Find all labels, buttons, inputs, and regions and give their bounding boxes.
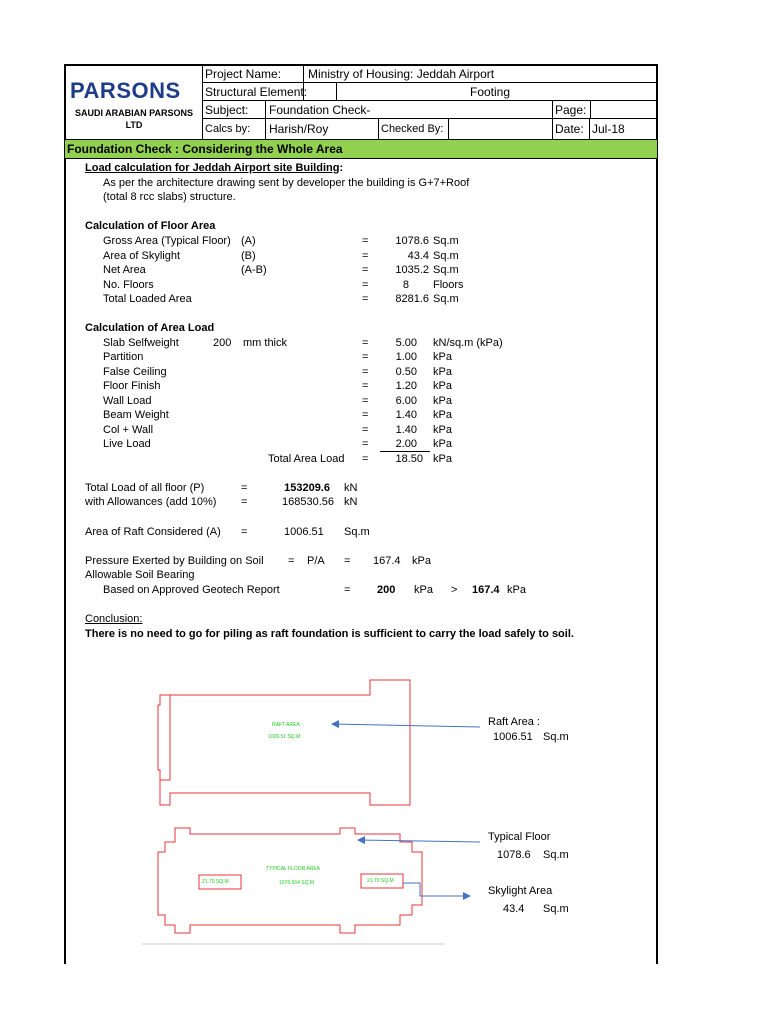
calcs-by-value: Harish/Roy [269, 122, 329, 136]
skylight-callout-unit: Sq.m [543, 903, 569, 915]
calcs-by-label: Calcs by: [205, 123, 251, 135]
floor-row-value: 43.4 [407, 250, 429, 262]
pressure-formula: P/A [307, 555, 325, 567]
load-row-unit: kPa [433, 438, 452, 450]
header-col-line-c [336, 82, 337, 100]
pressure-eq2: = [344, 555, 351, 567]
floor-row-eq: = [362, 279, 369, 291]
slab-selfweight-label: Slab Selfweight [103, 337, 179, 349]
floor-row-value: 8 [402, 279, 409, 291]
floor-row-eq: = [362, 235, 369, 247]
skylight-right-value: 21.70 SQ.M [367, 878, 394, 884]
load-row-label: Col + Wall [103, 424, 154, 436]
load-calc-heading-colon: : [339, 162, 344, 174]
parsons-logo: PARSONS [70, 78, 181, 103]
intro-line-2: (total 8 rcc slabs) structure. [103, 191, 236, 203]
load-row-eq: = [362, 366, 369, 378]
allowances-value: 168530.56 [282, 496, 334, 508]
floor-callout-unit: Sq.m [543, 849, 569, 861]
raft-area-value: 1006.51 [284, 526, 324, 538]
project-name-value: Ministry of Housing: Jeddah Airport [308, 67, 495, 81]
conclusion-text: There is no need to go for piling as raft foundation is sufficient to carry the load safely to soil. [85, 628, 574, 640]
load-row-unit: kPa [433, 409, 452, 421]
allowances-unit: kN [344, 496, 358, 508]
load-row-value: 0.50 [395, 366, 417, 378]
total-area-load-eq: = [362, 453, 369, 465]
load-calc-heading [85, 162, 343, 175]
raft-area-eq: = [241, 526, 248, 538]
pressure-eq1: = [288, 555, 295, 567]
geotech-eq: = [344, 584, 351, 596]
structural-element-value: Footing [470, 85, 511, 99]
load-row-unit: kN/sq.m (kPa) [433, 337, 503, 349]
total-load-label: Total Load of all floor (P) [85, 482, 205, 494]
floor-row-eq: = [362, 293, 369, 305]
pressure-unit: kPa [412, 555, 431, 567]
load-row-value: 1.40 [395, 409, 417, 421]
allowances-label: with Allowances (add 10%) [85, 496, 217, 508]
header-col-line-h [589, 118, 590, 139]
slab-thickness-value: 200 [213, 337, 232, 349]
sum-underline [380, 451, 430, 452]
structural-element-label: Structural Element: [205, 85, 308, 99]
floor-row-unit: Sq.m [433, 250, 459, 262]
raft-callout-unit: Sq.m [543, 731, 569, 743]
intro-line-1: As per the architecture drawing sent by developer the building is G+7+Roof [103, 177, 470, 189]
skylight-callout-label: Skylight Area [488, 885, 553, 897]
skylight-callout-value: 43.4 [503, 903, 525, 915]
date-value: Jul-18 [592, 122, 625, 136]
pressure-value: 167.4 [373, 555, 401, 567]
section-banner [65, 140, 657, 159]
section-banner-title: Foundation Check : Considering the Whole Area [67, 142, 343, 156]
total-area-load-label: Total Area Load [268, 453, 345, 465]
load-row-label: Wall Load [103, 395, 152, 407]
header-col-line-b [265, 100, 266, 139]
total-load-eq: = [241, 482, 248, 494]
raft-inner-label: RAFT AREA [272, 722, 300, 728]
checked-by-label: Checked By: [381, 123, 444, 135]
floor-row-unit: Sq.m [433, 264, 459, 276]
load-row-label: Partition [103, 351, 144, 363]
company-name-line1: SAUDI ARABIAN PARSONS [74, 108, 193, 118]
header-col-line-g [448, 118, 449, 139]
page-label: Page: [555, 103, 587, 117]
load-row-eq: = [362, 409, 369, 421]
load-row-eq: = [362, 424, 369, 436]
pressure-label: Pressure Exerted by Building on Soil [85, 555, 264, 567]
comparison-value: 167.4 [472, 584, 500, 596]
floor-row-eq: = [362, 250, 369, 262]
floor-row-tag: (B) [241, 250, 256, 262]
total-load-value: 153209.6 [284, 482, 330, 494]
floor-row-value: 1035.2 [395, 264, 429, 276]
floor-row-tag: (A) [241, 235, 256, 247]
load-row-unit: kPa [433, 351, 452, 363]
geotech-value: 200 [377, 584, 396, 596]
load-row-eq: = [362, 438, 369, 450]
skylight-left-value: 21.70 SQ.M [202, 879, 229, 885]
project-name-label: Project Name: [205, 67, 282, 81]
load-row-unit: kPa [433, 366, 452, 378]
floor-row-eq: = [362, 264, 369, 276]
company-name-line2: LTD [125, 120, 143, 130]
total-load-unit: kN [344, 482, 358, 494]
comparison-unit: kPa [507, 584, 526, 596]
load-row-unit: kPa [433, 395, 452, 407]
raft-inner-value: 1006.51 SQ.M [268, 734, 301, 740]
total-area-load-value: 18.50 [395, 453, 423, 465]
load-row-label: False Ceiling [103, 366, 167, 378]
header-col-line-d [552, 100, 553, 139]
floor-row-label: No. Floors [103, 279, 154, 291]
load-row-eq: = [362, 395, 369, 407]
subject-value: Foundation Check- [269, 103, 371, 117]
load-row-unit: kPa [433, 380, 452, 392]
conclusion-heading: Conclusion: [85, 613, 143, 625]
load-row-value: 1.00 [395, 351, 417, 363]
load-row-value: 5.00 [395, 337, 417, 349]
header-col-line-e [590, 100, 591, 118]
raft-area-unit: Sq.m [344, 526, 370, 538]
floor-row-label: Gross Area (Typical Floor) [103, 235, 231, 247]
floor-inner-value: 1078.664 SQ.M [279, 880, 315, 886]
load-row-label: Floor Finish [103, 380, 161, 392]
header-divider-vertical [202, 64, 203, 140]
floor-row-value: 8281.6 [395, 293, 429, 305]
floor-row-unit: Floors [433, 279, 464, 291]
floor-row-label: Area of Skylight [103, 250, 181, 262]
floor-row-value: 1078.6 [395, 235, 429, 247]
header-row-line-1 [202, 82, 658, 83]
floor-callout-value: 1078.6 [497, 849, 531, 861]
floor-callout-label: Typical Floor [488, 831, 551, 843]
load-calc-heading-text: Load calculation for Jeddah Airport site Building [85, 162, 340, 174]
raft-area-label: Area of Raft Considered (A) [85, 526, 221, 538]
slab-thickness-unit: mm thick [243, 337, 287, 349]
load-row-unit: kPa [433, 424, 452, 436]
raft-callout-value: 1006.51 [493, 731, 533, 743]
date-label: Date: [555, 122, 584, 136]
floor-row-tag: (A-B) [241, 264, 267, 276]
comparison-sign: > [451, 584, 458, 596]
floor-row-unit: Sq.m [433, 235, 459, 247]
load-row-value: 1.20 [395, 380, 417, 392]
geotech-unit: kPa [414, 584, 433, 596]
load-row-value: 2.00 [395, 438, 417, 450]
load-row-eq: = [362, 337, 369, 349]
floor-area-heading: Calculation of Floor Area [85, 220, 216, 232]
floor-inner-label: TYPICAL FLOOR AREA [266, 866, 320, 872]
floor-row-label: Net Area [103, 264, 146, 276]
load-row-eq: = [362, 380, 369, 392]
load-row-eq: = [362, 351, 369, 363]
floor-row-label: Total Loaded Area [103, 293, 192, 305]
total-area-load-unit: kPa [433, 453, 452, 465]
raft-callout-label: Raft Area : [488, 716, 540, 728]
header-col-line-f [378, 118, 379, 139]
load-row-label: Live Load [103, 438, 151, 450]
allowable-bearing-label: Allowable Soil Bearing [85, 569, 195, 581]
area-load-heading: Calculation of Area Load [85, 322, 215, 334]
load-row-value: 1.40 [395, 424, 417, 436]
geotech-label: Based on Approved Geotech Report [103, 584, 280, 596]
allowances-eq: = [241, 496, 248, 508]
load-row-label: Beam Weight [103, 409, 169, 421]
load-row-value: 6.00 [395, 395, 417, 407]
floor-row-unit: Sq.m [433, 293, 459, 305]
subject-label: Subject: [205, 103, 249, 117]
